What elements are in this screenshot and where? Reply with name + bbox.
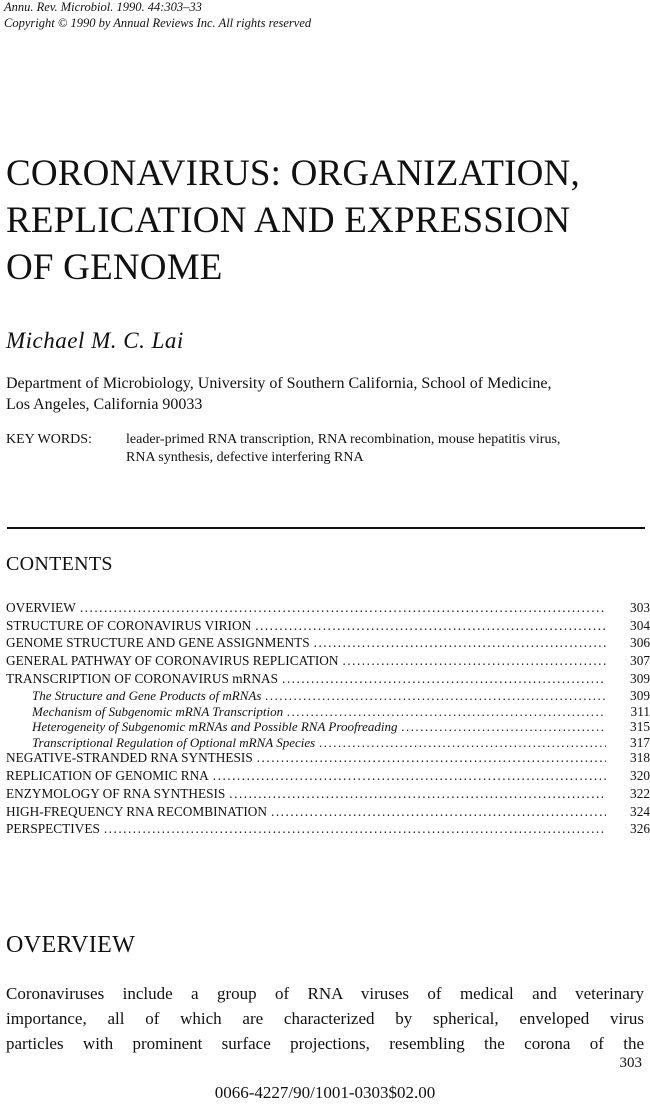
toc-subentry[interactable] <box>6 704 650 720</box>
toc-leader-dots <box>265 688 606 704</box>
toc-entry[interactable] <box>6 821 650 839</box>
table-of-contents <box>6 600 650 839</box>
key-words-label: KEY WORDS: <box>6 432 92 447</box>
toc-entry[interactable] <box>6 768 650 786</box>
key-words-list <box>126 431 650 467</box>
toc-entry-label: ENZYMOLOGY OF RNA SYNTHESIS <box>6 785 226 801</box>
overview-heading: OVERVIEW <box>6 932 136 958</box>
toc-leader-dots <box>282 671 606 687</box>
toc-entry[interactable] <box>6 618 650 636</box>
toc-entry[interactable] <box>6 786 650 804</box>
toc-entry-label: GENERAL PATHWAY OF CORONAVIRUS REPLICATION <box>6 653 339 669</box>
toc-entry[interactable] <box>6 600 650 618</box>
toc-entry-page: 324 <box>630 803 650 819</box>
toc-leader-dots <box>314 635 606 651</box>
toc-entry-page: 309 <box>630 670 650 686</box>
toc-leader-dots <box>287 704 606 720</box>
journal-header <box>4 0 311 31</box>
toc-entry-page: 307 <box>630 653 650 669</box>
toc-entry-page: 322 <box>630 785 650 801</box>
toc-entry-label: PERSPECTIVES <box>6 821 100 837</box>
toc-subentry[interactable] <box>6 688 650 704</box>
toc-leader-dots <box>319 735 606 751</box>
title-line: REPLICATION AND EXPRESSION <box>6 200 571 241</box>
article-code: 0066-4227/90/1001-0303$02.00 <box>214 1083 436 1102</box>
toc-entry-label: TRANSCRIPTION OF CORONAVIRUS mRNAS <box>6 670 279 686</box>
toc-subentry[interactable] <box>6 735 650 751</box>
toc-leader-dots <box>104 821 606 837</box>
title-line: OF GENOME <box>6 247 223 288</box>
toc-entry-label: Mechanism of Subgenomic mRNA Transcription <box>32 703 284 719</box>
toc-entry-page: 303 <box>630 600 650 615</box>
toc-entry-label: STRUCTURE OF CORONAVIRUS VIRION <box>6 617 252 633</box>
toc-entry-label: GENOME STRUCTURE AND GENE ASSIGNMENTS <box>6 635 310 651</box>
toc-leader-dots <box>257 750 606 766</box>
journal-citation: Annu. Rev. Microbiol. 1990. 44:303–33 <box>4 0 202 14</box>
author-name: Michael M. C. Lai <box>6 328 184 353</box>
toc-entry-label: Heterogeneity of Subgenomic mRNAs and Possible RNA Proofreading <box>32 719 398 735</box>
toc-entry-page: 311 <box>630 703 650 719</box>
toc-leader-dots <box>402 719 606 735</box>
key-words-line: leader-primed RNA transcription, RNA recombination, mouse hepatitis virus, <box>126 432 561 447</box>
toc-entry-page: 317 <box>630 734 650 750</box>
toc-entry-page: 306 <box>630 635 650 651</box>
paragraph-line: particles with prominent surface projections, resembling the corona of the <box>6 1034 644 1053</box>
toc-leader-dots <box>342 653 606 669</box>
affiliation-line: Los Angeles, California 90033 <box>6 396 203 413</box>
toc-leader-dots <box>213 768 606 784</box>
toc-leader-dots <box>80 600 606 616</box>
toc-entry-label: NEGATIVE-STRANDED RNA SYNTHESIS <box>6 750 253 766</box>
toc-entry-label: The Structure and Gene Products of mRNAs <box>32 688 262 704</box>
article-title <box>6 150 580 291</box>
copyright-line: Copyright © 1990 by Annual Reviews Inc. All rights reserved <box>4 16 312 30</box>
divider-rule <box>7 527 645 529</box>
toc-entry-label: Transcriptional Regulation of Optional mRNA Species <box>32 734 316 750</box>
toc-leader-dots <box>229 786 606 802</box>
affiliation-line: Department of Microbiology, University of Southern California, School of Medicine, <box>6 375 552 392</box>
toc-entry[interactable] <box>6 750 650 768</box>
toc-entry-page: 320 <box>630 768 650 784</box>
paragraph-line: importance, all of which are characterized by spherical, enveloped virus <box>6 1009 644 1028</box>
toc-entry[interactable] <box>6 804 650 822</box>
toc-entry[interactable] <box>6 635 650 653</box>
toc-entry-label: OVERVIEW <box>6 600 76 615</box>
toc-entry-page: 326 <box>630 821 650 837</box>
affiliation <box>6 373 650 415</box>
toc-leader-dots <box>255 618 606 634</box>
paragraph-line: Coronaviruses include a group of RNA viruses of medical and veterinary <box>6 984 644 1003</box>
toc-entry-label: REPLICATION OF GENOMIC RNA <box>6 768 209 784</box>
toc-leader-dots <box>271 804 606 820</box>
toc-entry-page: 304 <box>630 617 650 633</box>
toc-entry-page: 309 <box>630 688 650 704</box>
key-words-line: RNA synthesis, defective interfering RNA <box>126 450 364 465</box>
title-line: CORONAVIRUS: ORGANIZATION, <box>6 153 580 194</box>
contents-heading: CONTENTS <box>6 553 113 575</box>
page-number: 303 <box>619 1055 642 1071</box>
overview-paragraph <box>6 981 644 1056</box>
toc-entry-page: 318 <box>630 750 650 766</box>
toc-entry-page: 315 <box>630 719 650 735</box>
toc-entry-label: HIGH-FREQUENCY RNA RECOMBINATION <box>6 803 268 819</box>
toc-entry[interactable] <box>6 653 650 671</box>
toc-subentry[interactable] <box>6 719 650 735</box>
toc-entry[interactable] <box>6 671 650 689</box>
